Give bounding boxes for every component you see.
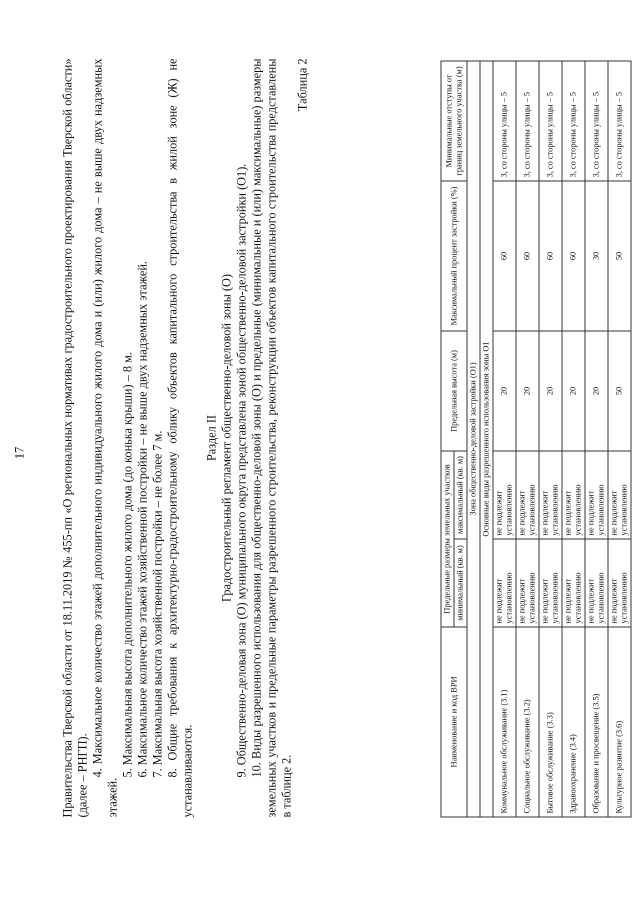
cell-min: не подлежит установлению — [585, 539, 608, 627]
table-body — [467, 60, 631, 816]
header-name: Наименование и код ВРИ — [441, 627, 467, 817]
paragraph-8: 8. Общие требования к архитектурно-градостроительному облику объектов капитального строительства в жилой зоне (Ж) не устанавливаются. — [165, 58, 194, 817]
paragraph-7: 7. Максимальная высота хозяйственной постройки – не более 7 м. — [150, 430, 164, 777]
cell-min: не подлежит установлению — [562, 539, 585, 627]
table-row — [493, 60, 516, 816]
cell-percent: 60 — [516, 180, 539, 330]
paragraph-9: 9. Общественно-деловая зона (О) муниципального округа представлена зоной общественно-деловой застройки (О1). — [234, 163, 248, 777]
cell-name: Культурное развитие (3.6) — [608, 627, 631, 817]
table-row — [585, 60, 608, 816]
cell-height: 20 — [493, 330, 516, 450]
zone-row: Зона общественно-деловой застройки (О1) — [467, 60, 480, 816]
cell-min: не подлежит установлению — [539, 539, 562, 627]
paragraph-rngp: Правительства Тверской области от 18.11.2019 № 455-пп «О региональных нормативах градостроительного проектирования Тверской области» (далее – РНГП). — [60, 58, 89, 817]
header-percent: Максимальный процент застройки (%) — [441, 180, 467, 330]
cell-max: не подлежит установлению — [608, 450, 631, 538]
header-setback: Минимальные отступы от границ земельного участка (м) — [441, 60, 467, 180]
section-subtitle: Градостроительный регламент общественно-деловой зоны (О) — [219, 273, 233, 602]
table-row — [562, 60, 585, 816]
cell-setback: 3, со стороны улицы – 5 — [516, 60, 539, 180]
regulations-table — [440, 60, 631, 817]
header-max: максимальный (кв. м) — [454, 450, 467, 538]
cell-max: не подлежит установлению — [493, 450, 516, 538]
section-title: Раздел II — [204, 414, 218, 461]
cell-height: 20 — [516, 330, 539, 450]
cell-percent: 60 — [539, 180, 562, 330]
cell-setback: 3, со стороны улицы – 5 — [585, 60, 608, 180]
cell-min: не подлежит установлению — [516, 539, 539, 627]
paragraph-4: 4. Максимальное количество этажей дополнительного индивидуального жилого дома и (или) жилого дома – не выше двух надземных этажей. — [90, 58, 119, 817]
cell-min: не подлежит установлению — [493, 539, 516, 627]
cell-name: Социальное обслуживание (3.2) — [516, 627, 539, 817]
paragraph-10: 10. Виды разрешенного использования для общественно-деловой зоны (О) и предельные (минимальные и (или) максимальные) размеры земельных участков и предельные параметры разрешенного строительства, реконструкции объектов капитального строительства представлены в таблице 2. — [249, 58, 293, 817]
cell-name: Здравоохранение (3.4) — [562, 627, 585, 817]
cell-max: не подлежит установлению — [585, 450, 608, 538]
cell-name: Образование и просвещение (3.5) — [585, 627, 608, 817]
cell-setback: 3, со стороны улицы – 5 — [608, 60, 631, 180]
header-height: Предельная высота (м) — [441, 330, 467, 450]
table-row — [539, 60, 562, 816]
cell-height: 20 — [562, 330, 585, 450]
cell-height: 20 — [585, 330, 608, 450]
header-min: минимальный (кв. м) — [454, 539, 467, 627]
cell-height: 50 — [608, 330, 631, 450]
cell-name: Коммунальное обслуживание (3.1) — [493, 627, 516, 817]
cell-percent: 60 — [562, 180, 585, 330]
cell-max: не подлежит установлению — [562, 450, 585, 538]
cell-percent: 30 — [585, 180, 608, 330]
cell-setback: 3, со стороны улицы – 5 — [539, 60, 562, 180]
cell-max: не подлежит установлению — [539, 450, 562, 538]
table-row — [608, 60, 631, 816]
cell-percent: 60 — [493, 180, 516, 330]
table-row — [516, 60, 539, 816]
table-caption: Таблица 2 — [295, 58, 309, 111]
paragraph-6: 6. Максимальное количество этажей хозяйственной постройки – не выше двух надземных этажей. — [135, 260, 149, 777]
header-sizes-group: Предельные размеры земельных участков — [441, 450, 454, 626]
cell-name: Бытовое обслуживание (3.3) — [539, 627, 562, 817]
cell-percent: 50 — [608, 180, 631, 330]
cell-max: не подлежит установлению — [516, 450, 539, 538]
kinds-row: Основные виды разрешенного использования зоны О1 — [480, 60, 493, 816]
cell-min: не подлежит установлению — [608, 539, 631, 627]
page-number: 17 — [12, 446, 26, 459]
paragraph-5: 5. Максимальная высота дополнительного жилого дома (до конька крыши) – 8 м. — [120, 351, 134, 777]
cell-setback: 3, со стороны улицы – 5 — [493, 60, 516, 180]
document-text — [60, 58, 310, 817]
cell-setback: 3, со стороны улицы – 5 — [562, 60, 585, 180]
cell-height: 20 — [539, 330, 562, 450]
